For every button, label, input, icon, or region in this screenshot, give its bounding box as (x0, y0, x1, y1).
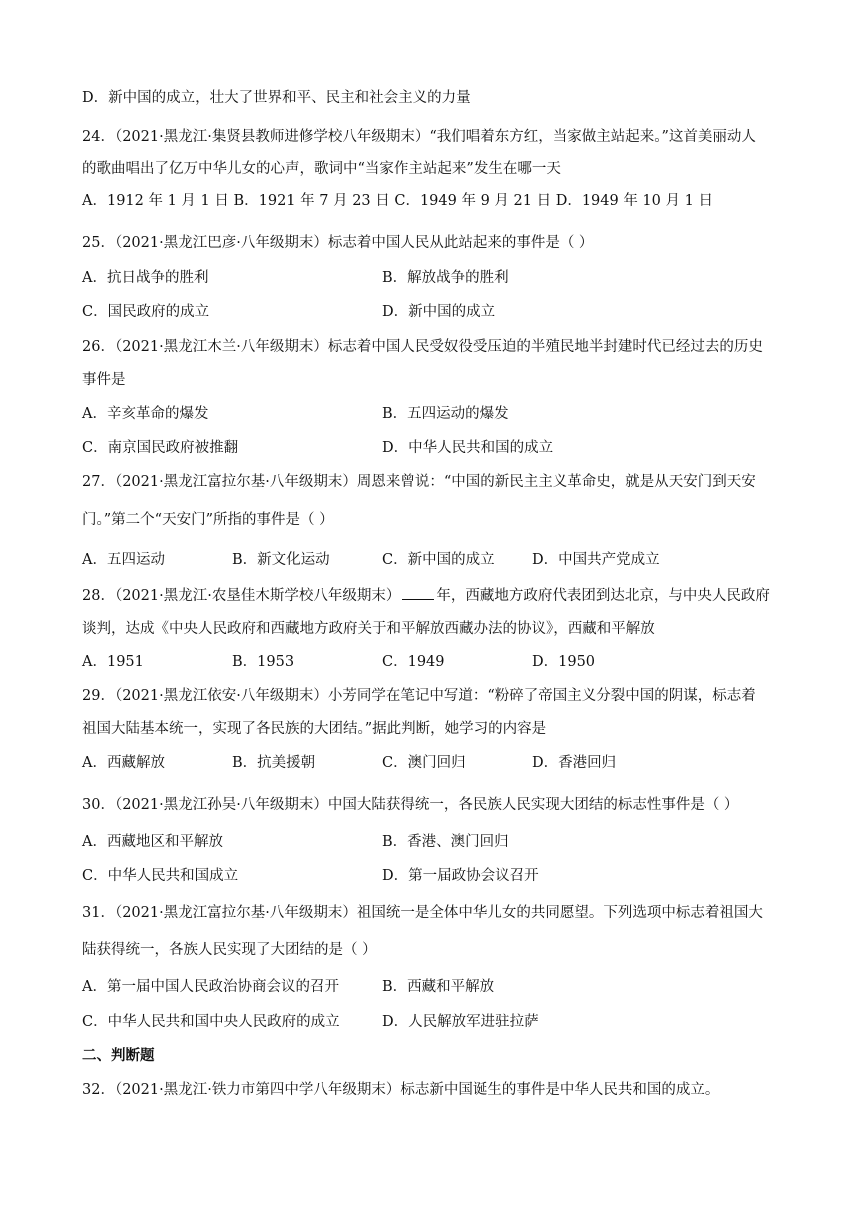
q28-stem-line2: 谈判，达成《中央人民政府和西藏地方政府关于和平解放西藏办法的协议》，西藏和平解放 (82, 621, 655, 637)
q31-stem-line1: 31．（2021·黑龙江富拉尔基·八年级期末）祖国统一是全体中华儿女的共同愿望。下列选项中标志着祖国大 (82, 905, 763, 921)
section-title-true-false: 二、判断题 (82, 1047, 155, 1064)
q29-option-a: A．西藏解放 (82, 755, 165, 771)
q26-option-b: B．五四运动的爆发 (382, 406, 509, 422)
q26-option-d: D．中华人民共和国的成立 (382, 440, 554, 456)
q31-option-d: D．人民解放军进驻拉萨 (382, 1014, 539, 1030)
q26-option-c: C．南京国民政府被推翻 (82, 440, 239, 456)
q24-stem-line1: 24．（2021·黑龙江·集贤县教师进修学校八年级期末）“我们唱着东方红，当家做主站起来。”这首美丽动人 (82, 129, 756, 145)
q28-option-a: A．1951 (82, 654, 144, 670)
q25-option-c: C．国民政府的成立 (82, 304, 210, 320)
q31-option-c: C．中华人民共和国中央人民政府的成立 (82, 1014, 340, 1030)
q29-option-c: C．澳门回归 (382, 755, 466, 771)
q25-option-b: B．解放战争的胜利 (382, 270, 509, 286)
q30-stem: 30．（2021·黑龙江孙吴·八年级期末）中国大陆获得统一，各民族人民实现大团结的标志性事件是（ ） (82, 797, 739, 813)
q23-option-d: D．新中国的成立，壮大了世界和平、民主和社会主义的力量 (82, 90, 471, 106)
q30-option-c: C．中华人民共和国成立 (82, 868, 239, 884)
q30-option-a: A．西藏地区和平解放 (82, 834, 223, 850)
q31-option-b: B．西藏和平解放 (382, 979, 495, 995)
q26-stem-line1: 26．（2021·黑龙江木兰·八年级期末）标志着中国人民受奴役受压迫的半殖民地半封建时代已经过去的历史 (82, 339, 763, 355)
q25-stem: 25．（2021·黑龙江巴彦·八年级期末）标志着中国人民从此站起来的事件是（ ） (82, 235, 594, 251)
q27-option-b: B．新文化运动 (232, 552, 330, 568)
q27-option-c: C．新中国的成立 (382, 552, 495, 568)
q26-option-a: A．辛亥革命的爆发 (82, 406, 209, 422)
q30-option-b: B．香港、澳门回归 (382, 834, 509, 850)
q28-stem-line1 (82, 585, 802, 606)
q29-option-b: B．抗美援朝 (232, 755, 316, 771)
q28-answer-blank (402, 585, 434, 600)
q25-option-a: A．抗日战争的胜利 (82, 270, 209, 286)
q28-option-c: C．1949 (382, 654, 445, 670)
q28-option-b: B．1953 (232, 654, 295, 670)
q32-stem: 32．（2021·黑龙江·铁力市第四中学八年级期末）标志新中国诞生的事件是中华人民共和国的成立。 (82, 1082, 720, 1098)
q24-stem-line2: 的歌曲唱出了亿万中华儿女的心声，歌词中“当家作主站起来”发生在哪一天 (82, 161, 561, 177)
q28-option-d: D．1950 (532, 654, 596, 670)
q31-option-a: A．第一届中国人民政治协商会议的召开 (82, 979, 339, 995)
q25-option-d: D．新中国的成立 (382, 304, 496, 320)
q28-stem-prefix: 28．（2021·黑龙江·农垦佳木斯学校八年级期末） (82, 588, 401, 604)
q29-option-d: D．香港回归 (532, 755, 617, 771)
q27-option-a: A．五四运动 (82, 552, 165, 568)
q26-stem-line2: 事件是 (82, 372, 126, 388)
q27-stem-line2: 门。”第二个“天安门”所指的事件是（ ） (82, 512, 334, 528)
q31-stem-line2: 陆获得统一，各族人民实现了大团结的是（ ） (82, 942, 377, 958)
q24-options: A．1912 年 1 月 1 日 B．1921 年 7 月 23 日 C．1949 年 9 月 21 日 D．1949 年 10 月 1 日 (82, 193, 713, 209)
q28-stem-suffix: 年，西藏地方政府代表团到达北京，与中央人民政府 (436, 588, 770, 604)
q27-stem-line1: 27．（2021·黑龙江富拉尔基·八年级期末）周恩来曾说：“中国的新民主主义革命史，就是从天安门到天安 (82, 474, 756, 490)
q27-option-d: D．中国共产党成立 (532, 552, 660, 568)
q29-stem-line1: 29．（2021·黑龙江依安·八年级期末）小芳同学在笔记中写道：“粉碎了帝国主义分裂中国的阴谋，标志着 (82, 688, 756, 704)
q29-stem-line2: 祖国大陆基本统一，实现了各民族的大团结。”据此判断，她学习的内容是 (82, 721, 547, 737)
q30-option-d: D．第一届政协会议召开 (382, 868, 539, 884)
